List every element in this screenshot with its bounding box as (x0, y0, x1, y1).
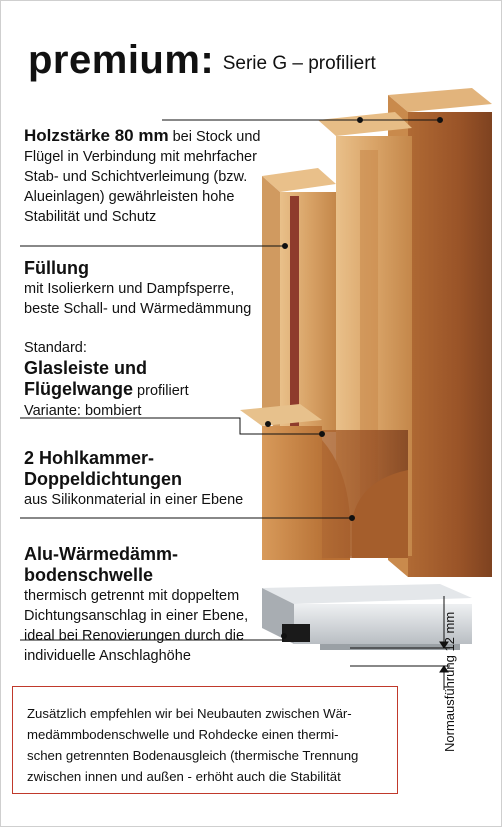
panel-core (290, 196, 299, 428)
title-main: premium: (28, 38, 215, 82)
title-sub: Serie G – profiliert (222, 53, 376, 74)
holz-line-2: Stab- und Schichtverleimung (bzw. (24, 169, 248, 185)
alu-line-1: Dichtungsanschlag in einer Ebene, (24, 608, 249, 624)
note-line-3: zwischen innen und außen - erhöht auch die Stabilität (27, 769, 341, 784)
holz-line-0: bei Stock und (172, 129, 261, 145)
alu-heading-1: Alu-Wärmedämm- (24, 544, 179, 564)
dichtung-heading-1: 2 Hohlkammer- (24, 448, 155, 468)
dichtung-line-0: aus Silikonmaterial in einer Ebene (24, 492, 244, 508)
fuellung-line-1: beste Schall- und Wärmedämmung (24, 301, 252, 317)
section-fuellung (24, 258, 251, 319)
dichtung-heading-2: Doppeldichtungen (24, 469, 182, 489)
glas-heading-2: Flügelwange (24, 379, 134, 399)
alu-heading-2: bodenschwelle (24, 565, 154, 585)
fuellung-line-0: mit Isolierkern und Dampfsperre, (24, 281, 235, 297)
note-box (12, 686, 398, 794)
frame-front (408, 112, 492, 577)
threshold-foot (320, 644, 460, 650)
section-dichtung (24, 448, 243, 510)
section-holz (24, 126, 274, 227)
page-title (28, 40, 376, 80)
panel-front (280, 192, 336, 432)
alu-line-2: ideal bei Renovierungen durch die (24, 628, 245, 644)
note-line-0: Zusätzlich empfehlen wir bei Neubauten zwischen Wär- (27, 706, 352, 721)
holz-line-3: Alueinlagen) gewährleisten hohe (24, 189, 235, 205)
section-alu (24, 544, 248, 666)
holz-line-1: Flügel in Verbindung mit mehrfacher (24, 149, 257, 165)
glas-heading-1: Glasleiste und (24, 358, 148, 378)
glas-pre: Standard: (24, 340, 87, 356)
alu-line-3: individuelle Anschlaghöhe (24, 648, 191, 664)
dimension-label: Normausführung 12 mm (442, 611, 457, 752)
threshold-gasket (282, 624, 310, 642)
holz-heading: Holzstärke 80 mm (24, 126, 169, 145)
note-line-1: medämmbodenschwelle und Rohdecke einen thermi- (27, 727, 339, 742)
rail-front (262, 426, 322, 560)
fuellung-heading: Füllung (24, 258, 89, 278)
glas-inline: profiliert (137, 383, 189, 399)
note-line-2: schen getrennten Bodenausgleich (thermische Trennung (27, 748, 359, 763)
alu-line-0: thermisch getrennt mit doppeltem (24, 588, 240, 604)
glas-variant: Variante: bombiert (24, 403, 142, 419)
holz-line-4: Stabilität und Schutz (24, 209, 157, 225)
section-glasleiste (24, 338, 189, 421)
